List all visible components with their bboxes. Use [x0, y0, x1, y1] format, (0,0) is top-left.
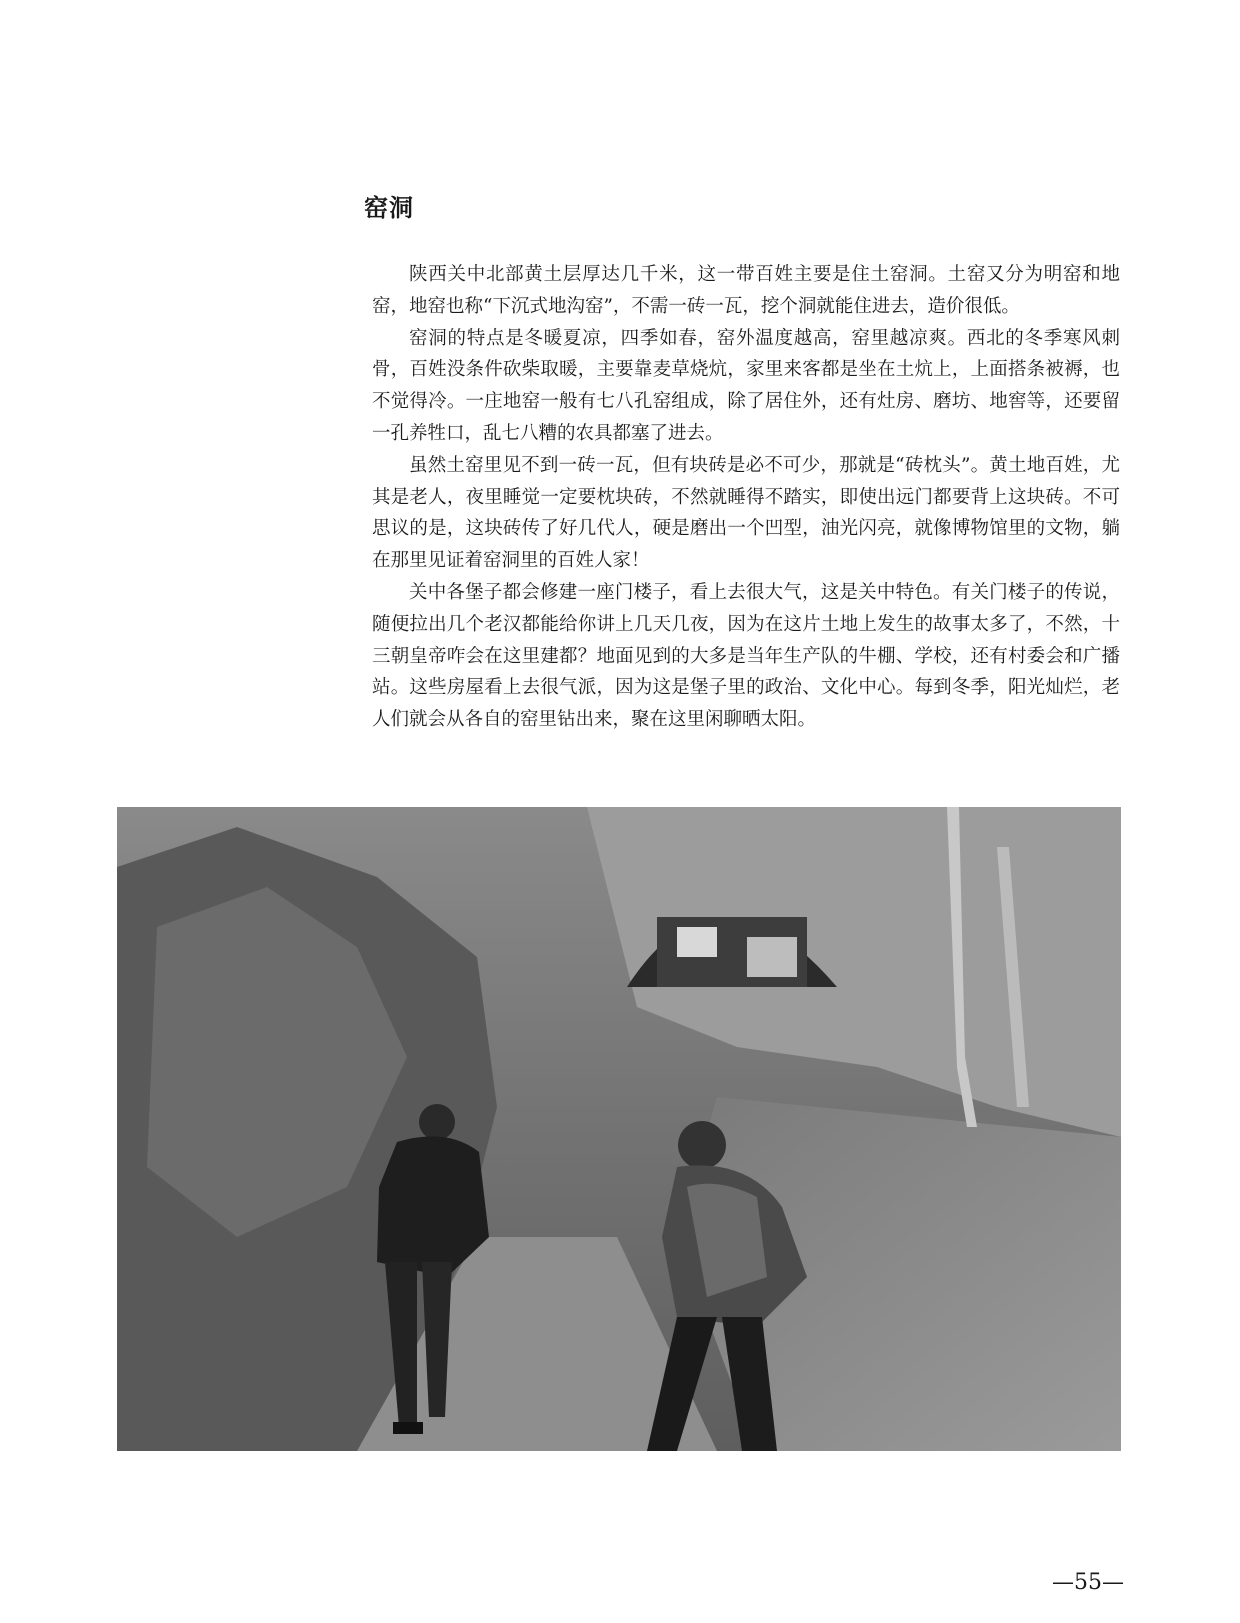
- paragraph-2: 窑洞的特点是冬暖夏凉，四季如春，窑外温度越高，窑里越凉爽。西北的冬季寒风刺骨，百姓没条件砍柴取暖，主要靠麦草烧炕，家里来客都是坐在土炕上，上面搭条被褥，也不觉得冷。一庄地窑一般有七八孔窑组成，除了居住外，还有灶房、磨坊、地窖等，还要留一孔养牲口，乱七八糟的农具都塞了进去。: [372, 327, 1120, 444]
- cave-dwelling-photo: [117, 807, 1121, 1451]
- paragraph-3: 虽然土窑里见不到一砖一瓦，但有块砖是必不可少，那就是“砖枕头”。黄土地百姓，尤其是老人，夜里睡觉一定要枕块砖，不然就睡得不踏实，即使出远门都要背上这块砖。不可思议的是，这块砖传了好几代人，硬是磨出一个凹型，油光闪亮，就像博物馆里的文物，躺在那里见证着窑洞里的百姓人家！: [372, 454, 1120, 572]
- paragraph-4: 关中各堡子都会修建一座门楼子，看上去很大气，这是关中特色。有关门楼子的传说，随便拉出几个老汉都能给你讲上几天几夜，因为在这片土地上发生的故事太多了，不然，十三朝皇帝咋会在这里建都？地面见到的大多是当年生产队的牛棚、学校，还有村委会和广播站。这些房屋看上去很气派，因为这是堡子里的政治、文化中心。每到冬季，阳光灿烂，老人们就会从各自的窑里钻出来，聚在这里闲聊晒太阳。: [372, 581, 1120, 731]
- article-body: [372, 259, 1120, 736]
- paragraph-1: 陕西关中北部黄土层厚达几千米，这一带百姓主要是住土窑洞。土窑又分为明窑和地窑，地窑也称“下沉式地沟窑”，不需一砖一瓦，挖个洞就能住进去，造价很低。: [372, 264, 1120, 317]
- page-title: 窑洞: [364, 193, 414, 222]
- cave-dwelling-photo-illustration: [117, 807, 1121, 1451]
- page-number: —55—: [1052, 1570, 1124, 1595]
